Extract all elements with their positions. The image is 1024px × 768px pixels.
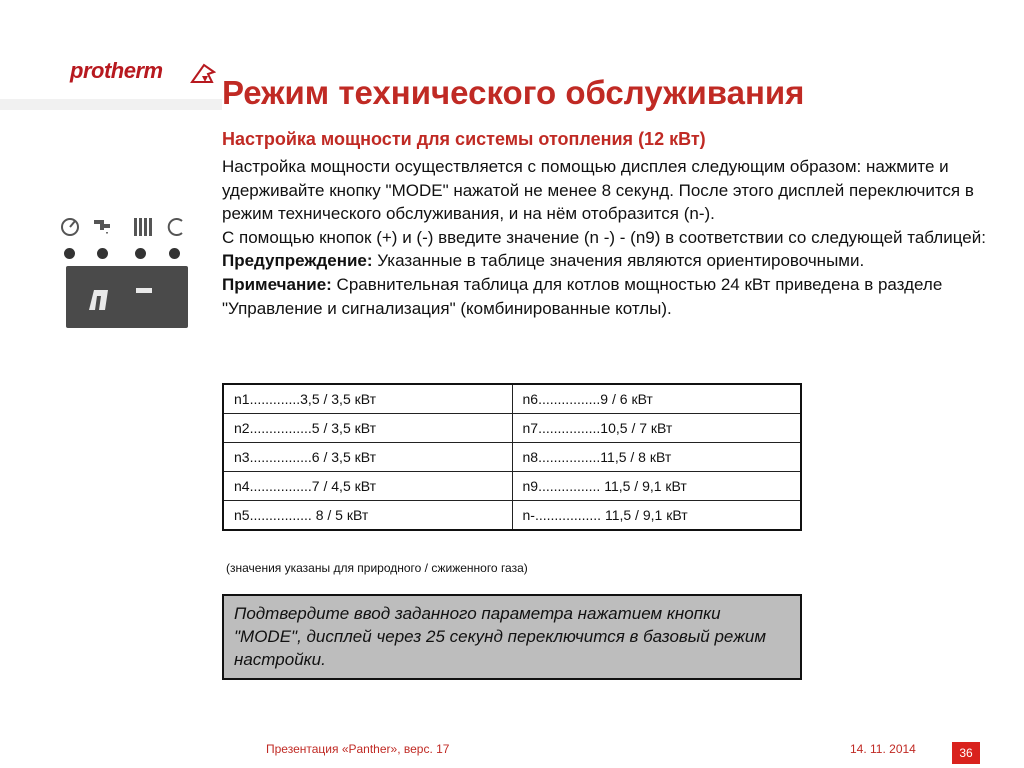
panel-icons [58,210,188,240]
table-cell: n1.............3,5 / 3,5 кВт [223,384,512,414]
table-cell: n5................ 8 / 5 кВт [223,501,512,531]
indicator-dots [58,248,188,260]
indicator-dot [64,248,75,259]
table-cell: n9................ 11,5 / 9,1 кВт [512,472,801,501]
logo-band [0,99,222,110]
tap-icon [94,220,110,234]
lcd-display [66,266,188,328]
note-paragraph [222,273,1002,320]
table-row [223,472,801,501]
display-readout [66,266,188,328]
logo-text: protherm [70,58,163,83]
protherm-logo [70,58,220,86]
logo-bar [0,86,222,118]
power-icon [169,219,182,235]
table-cell: n-................. 11,5 / 9,1 кВт [512,501,801,531]
note-label: Примечание: [222,274,332,294]
page-number-badge: 36 [952,742,980,764]
indicator-dot [135,248,146,259]
footer-presentation: Презентация «Panther», верс. 17 [266,742,450,756]
page-title: Режим технического обслуживания [222,74,805,111]
instructions-text [222,155,1002,320]
section-subtitle: Настройка мощности для системы отопления (12 кВт) [222,129,706,149]
table-row [223,443,801,472]
flame-logo-icon [190,62,216,86]
boiler-display-panel [58,210,188,326]
table-cell: n4................7 / 4,5 кВт [223,472,512,501]
confirm-note-box [222,594,802,680]
instruction-paragraph-1: Настройка мощности осуществляется с помощью дисплея следующим образом: нажмите и удерживайте кнопку "MODE" нажатой не менее 8 секунд. После этого дисплей переключится в режим технического обслуживания, и на нём отобразится (n-). [222,157,974,224]
radiator-icon [134,218,152,236]
confirm-note-text: Подтвердите ввод заданного параметра нажатием кнопки "MODE", дисплей через 25 секунд переключится в базовый режим настройки. [234,604,766,669]
power-values-table [222,383,802,531]
warning-text: Указанные в таблице значения являются ориентировочными. [372,251,865,271]
table-body [223,384,801,530]
indicator-dot [97,248,108,259]
gas-footnote: (значения указаны для природного / сжиженного газа) [226,561,528,575]
indicator-dot [169,248,180,259]
instruction-paragraph-2: С помощью кнопок (+) и (-) введите значение (n -) - (n9) в соответствии со следующей таблицей: [222,227,986,247]
table-row [223,414,801,443]
table-cell: n3................6 / 3,5 кВт [223,443,512,472]
table-row [223,384,801,414]
warning-paragraph [222,249,1002,273]
table-cell: n2................5 / 3,5 кВт [223,414,512,443]
gauge-icon [62,219,78,235]
footer-date: 14. 11. 2014 [850,742,916,756]
table-cell: n8................11,5 / 8 кВт [512,443,801,472]
table-cell: n7................10,5 / 7 кВт [512,414,801,443]
table-row [223,501,801,531]
note-text: Сравнительная таблица для котлов мощностью 24 кВт приведена в разделе "Управление и сигнализация" (комбинированные котлы). [222,274,943,318]
warning-label: Предупреждение: [222,251,373,271]
table-cell: n6................9 / 6 кВт [512,384,801,414]
